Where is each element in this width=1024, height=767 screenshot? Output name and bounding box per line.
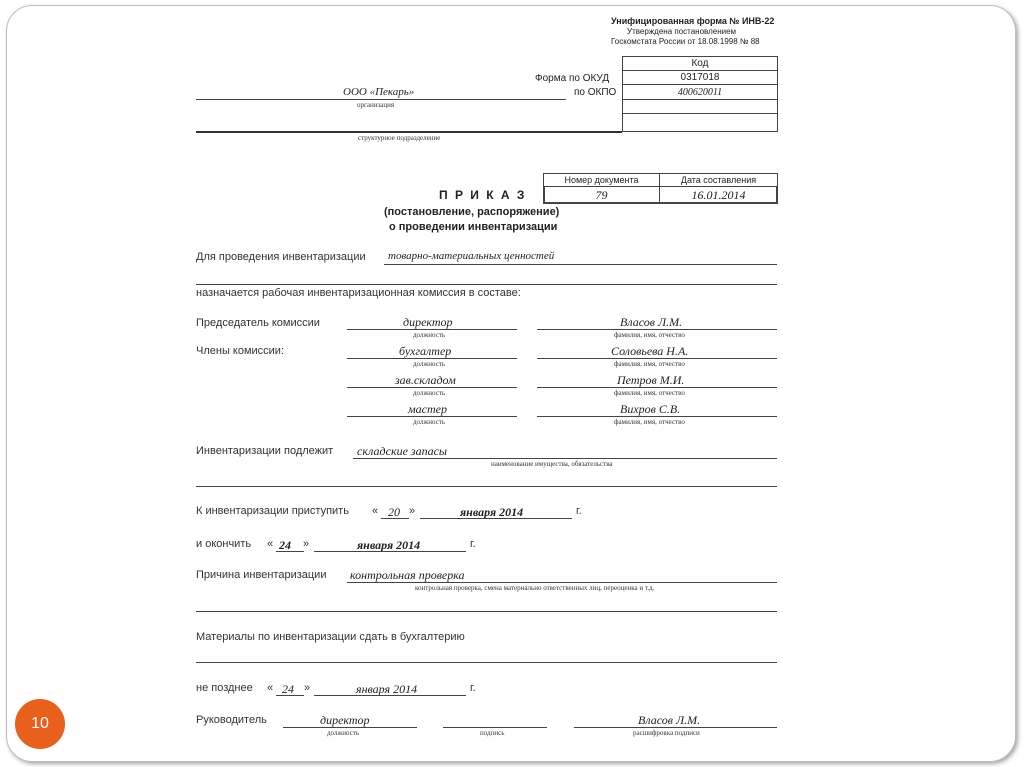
okud-value: 0317018 [680, 72, 720, 83]
purpose-value: товарно-материальных ценностей [388, 250, 555, 262]
doc-number: 79 [595, 187, 608, 202]
deadline-day: 24 [282, 682, 294, 696]
start-day-line [381, 518, 409, 519]
subject-line [353, 458, 777, 459]
head-label: Руководитель [196, 714, 267, 726]
member2-fio-caption: фамилия, имя, отчество [614, 389, 685, 397]
members-label: Члены комиссии: [196, 345, 285, 357]
head-signature-caption: подпись [480, 729, 505, 737]
member1-position-line [347, 358, 517, 359]
member2-fio-line [537, 387, 777, 388]
start-quote-open: « [372, 505, 379, 517]
doc-number-header: Номер документа [564, 175, 639, 185]
member3-fio-caption: фамилия, имя, отчество [614, 418, 685, 426]
start-label: К инвентаризации приступить [196, 505, 349, 517]
chair-fio: Власов Л.М. [620, 315, 683, 329]
subject-label: Инвентаризации подлежит [196, 445, 334, 457]
materials-line [196, 662, 777, 663]
member1-position-caption: должность [413, 360, 446, 368]
okud-label: Форма по ОКУД [535, 73, 610, 84]
end-day-line [276, 551, 304, 552]
division-line [196, 131, 622, 133]
division-caption: структурное подразделение [358, 134, 441, 142]
doc-date: 16.01.2014 [691, 187, 746, 202]
purpose-line-2 [196, 284, 777, 285]
okpo-label: по ОКПО [574, 87, 617, 98]
chair-label: Председатель комиссии [196, 317, 320, 329]
start-day: 20 [388, 505, 400, 519]
deadline-day-line [276, 695, 304, 696]
document-subtitle-1: (постановление, распоряжение) [384, 206, 560, 218]
reason-label: Причина инвентаризации [196, 569, 327, 581]
purpose-line [384, 264, 777, 265]
start-year-suffix: г. [576, 505, 582, 517]
end-day: 24 [279, 538, 291, 552]
start-quote-close: » [409, 505, 416, 517]
member1-position: бухгалтер [399, 344, 452, 358]
member2-fio: Петров М.И. [617, 373, 685, 387]
member2-position-caption: должность [413, 389, 446, 397]
deadline-year-suffix: г. [470, 682, 476, 694]
commission-label: назначается рабочая инвентаризационная комиссия в составе: [196, 287, 521, 299]
reason-caption: контрольная проверка, смена материально ответственных лиц, переоценка и т.д. [415, 584, 655, 592]
chair-position-line [347, 329, 517, 330]
end-quote-open: « [267, 538, 274, 550]
chair-fio-caption: фамилия, имя, отчество [614, 331, 685, 339]
document-subtitle-2: о проведении инвентаризации [389, 221, 558, 233]
head-position-caption: должность [327, 729, 360, 737]
head-fio-line [574, 727, 777, 728]
member3-position: мастер [408, 402, 447, 416]
deadline-label: не позднее [196, 682, 253, 694]
chair-position: директор [403, 315, 453, 329]
head-fio-caption: расшифровка подписи [633, 729, 700, 737]
approved-line-1: Утверждена постановлением [627, 27, 737, 36]
form-title: Унифицированная форма № ИНВ-22 [611, 16, 775, 26]
kod-label: Код [691, 58, 709, 69]
approved-line-2: Госкомстата России от 18.08.1998 № 88 [611, 37, 760, 46]
doc-date-header: Дата составления [680, 175, 757, 185]
purpose-label: Для проведения инвентаризации [196, 251, 366, 263]
member2-position: зав.складом [395, 373, 456, 387]
organization-caption: организация [357, 101, 395, 109]
chair-fio-line [537, 329, 777, 330]
member3-fio-line [537, 416, 777, 417]
subject-caption: наименование имущества, обязательства [491, 460, 613, 468]
deadline-quote-close: » [304, 682, 311, 694]
end-label: и окончить [196, 538, 252, 550]
materials-label: Материалы по инвентаризации сдать в бухгалтерию [196, 631, 465, 643]
member1-fio-line [537, 358, 777, 359]
head-fio: Власов Л.М. [638, 713, 701, 727]
member3-fio: Вихров С.В. [620, 402, 681, 416]
end-quote-close: » [303, 538, 310, 550]
head-position-line [283, 727, 417, 728]
deadline-month-line [314, 695, 466, 696]
code-cell-3 [622, 99, 778, 114]
slide-frame [6, 5, 1016, 762]
subject-line-2 [196, 486, 777, 487]
deadline-quote-open: « [267, 682, 274, 694]
reason-line [347, 582, 777, 583]
reason-value: контрольная проверка [350, 568, 465, 582]
member3-position-line [347, 416, 517, 417]
start-month: января 2014 [460, 505, 524, 519]
member1-fio-caption: фамилия, имя, отчество [614, 360, 685, 368]
end-month-line [314, 551, 466, 552]
deadline-month: января 2014 [356, 682, 418, 696]
organization-line [196, 99, 566, 100]
document-title: П Р И К А З [439, 188, 527, 202]
member2-position-line [347, 387, 517, 388]
okpo-value: 400620011 [677, 86, 723, 98]
head-signature-line [443, 727, 547, 728]
member1-fio: Соловьева Н.А. [611, 344, 689, 358]
organization-name: ООО «Пекарь» [343, 86, 415, 98]
start-month-line [420, 518, 572, 519]
head-position: директор [320, 713, 370, 727]
end-year-suffix: г. [470, 538, 476, 550]
member3-position-caption: должность [413, 418, 446, 426]
code-cell-4 [622, 113, 778, 132]
subject-value: складские запасы [357, 444, 448, 458]
chair-position-caption: должность [413, 331, 446, 339]
page-number-badge: 10 [15, 699, 65, 749]
end-month: января 2014 [357, 538, 421, 552]
reason-line-2 [196, 611, 777, 612]
